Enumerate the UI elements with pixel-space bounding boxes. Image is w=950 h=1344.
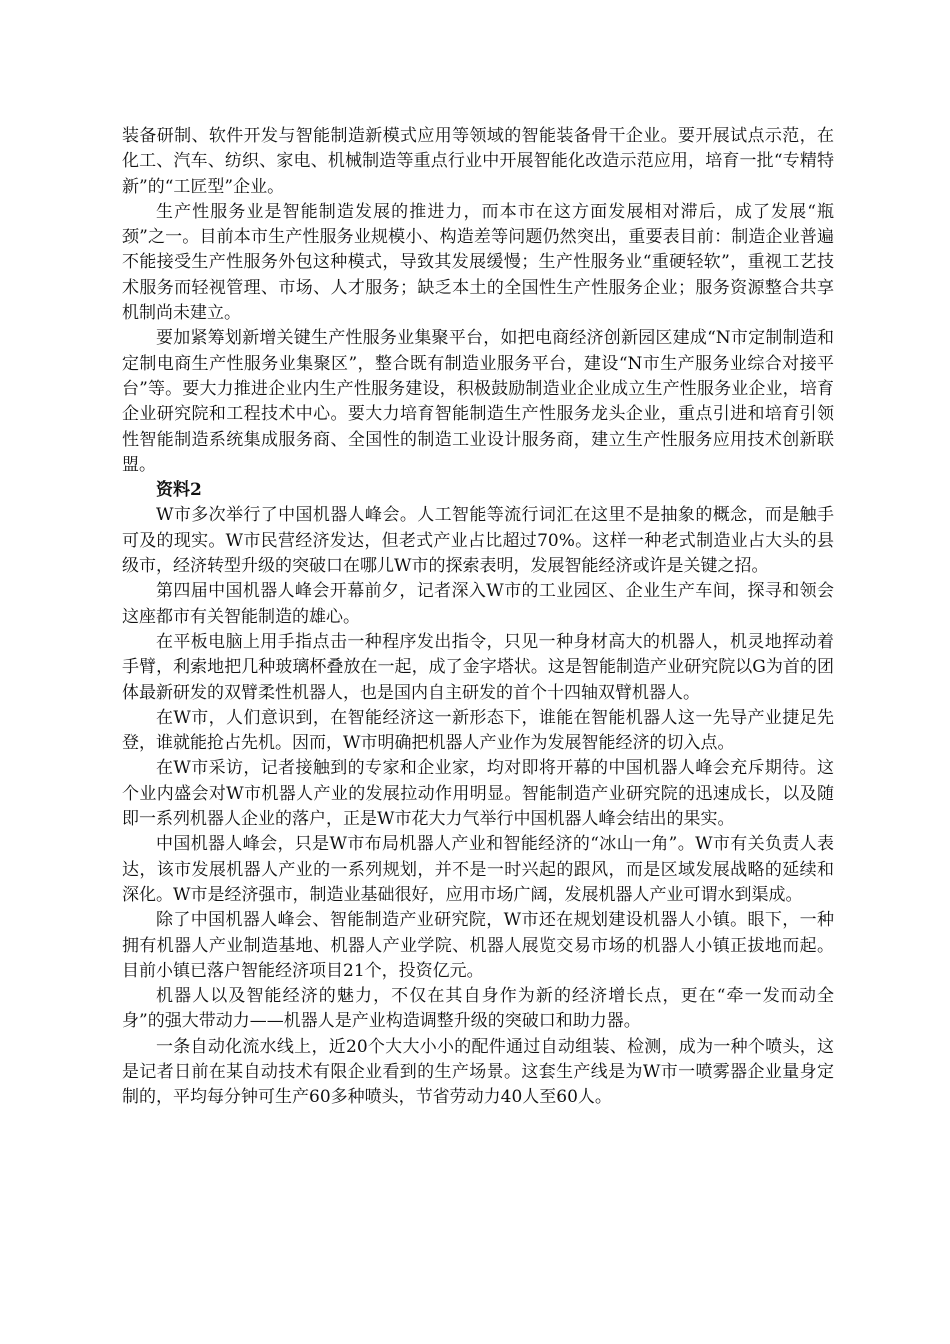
- paragraph-robot-charm: 机器人以及智能经济的魅力，不仅在其自身作为新的经济增长点，更在“牵一发而动全身”的强大带动力——机器人是产业构造调整升级的突破口和助力器。: [122, 986, 834, 1032]
- paragraph-robot-industry-entry: 在W市，人们意识到，在智能经济这一新形态下，谁能在智能机器人这一先导产业捷足先登，谁就能抢占先机。因而，W市明确把机器人产业作为发展智能经济的切入点。: [122, 707, 834, 754]
- paragraph-continued: 装备研制、软件开发与智能制造新模式应用等领域的智能装备骨干企业。要开展试点示范，在化工、汽车、纺织、家电、机械制造等重点行业中开展智能化改造示范应用，培育一批“专精特新”的“工匠型”企业。: [122, 126, 834, 197]
- document-body: [122, 124, 834, 1111]
- paragraph-producer-services: 生产性服务业是智能制造发展的推进力，而本市在这方面发展相对滞后，成了发展“瓶颈”之一。目前本市生产性服务业规模小、构造差等问题仍然突出，重要表目前：制造企业普遍不能接受生产性服务外包这种模式，导致其发展缓慢；生产性服务业“重硬轻软”，重视工艺技术服务而轻视管理、市场、人才服务；缺乏本土的全国性生产性服务企业；服务资源整合共享机制尚未建立。: [122, 201, 834, 324]
- section-heading: 资料2: [156, 480, 202, 501]
- paragraph-iceberg-tip: 中国机器人峰会，只是W市布局机器人产业和智能经济的“冰山一角”。W市有关负责人表达，该市发展机器人产业的一系列规划，并不是一时兴起的跟风，而是区域发展战略的延续和深化。W市是经济强市，制造业基础很好，应用市场广阔，发展机器人产业可谓水到渠成。: [122, 834, 834, 905]
- paragraph-dual-arm-robot: 在平板电脑上用手指点击一种程序发出指令，只见一种身材高大的机器人，机灵地挥动着手臂，利索地把几种玻璃杯叠放在一起，成了金字塔状。这是智能制造产业研究院以G为首的团体最新研发的双臂柔性机器人，也是国内自主研发的首个十四轴双臂机器人。: [122, 631, 834, 703]
- paragraph-robot-town: 除了中国机器人峰会、智能制造产业研究院，W市还在规划建设机器人小镇。眼下，一种拥有机器人产业制造基地、机器人产业学院、机器人展览交易市场的机器人小镇正拔地而起。目前小镇已落户智能经济项目21个，投资亿元。: [122, 910, 834, 981]
- paragraph-production-line: 一条自动化流水线上，近20个大大小小的配件通过自动组装、检测，成为一种个喷头，这是记者日前在某自动技术有限企业看到的生产场景。这套生产线是为W市一喷雾器企业量身定制的，平均每分钟可生产60多种喷头，节省劳动力40人至60人。: [122, 1036, 834, 1108]
- paragraph-robot-summit: W市多次举行了中国机器人峰会。人工智能等流行词汇在这里不是抽象的概念，而是触手可及的现实。W市民营经济发达，但老式产业占比超过70%。这样一种老式制造业占大头的县级市，经济转型升级的突破口在哪儿W市的探索表明，发展智能经济或许是关键之招。: [122, 505, 834, 577]
- paragraph-reporter-visit: 第四届中国机器人峰会开幕前夕，记者深入W市的工业园区、企业生产车间，探寻和领会这座都市有关智能制造的雄心。: [122, 581, 834, 627]
- paragraph-platform-planning: 要加紧筹划新增关键生产性服务业集聚平台，如把电商经济创新园区建成“N市定制制造和定制电商生产性服务业集聚区”，整合既有制造业服务平台，建设“N市生产服务业综合对接平台”等。要大力推进企业内生产性服务建设，积极鼓励制造业企业成立生产性服务业企业，培育企业研究院和工程技术中心。要大力培育智能制造生产性服务龙头企业，重点引进和培育引领性智能制造系统集成服务商、全国性的制造工业设计服务商，建立生产性服务应用技术创新联盟。: [122, 328, 834, 475]
- paragraph-expert-expectations: 在W市采访，记者接触到的专家和企业家，均对即将开幕的中国机器人峰会充斥期待。这个业内盛会对W市机器人产业的发展拉动作用明显。智能制造产业研究院的迅速成长，以及随即一系列机器人企业的落户，正是W市花大力气举行中国机器人峰会结出的果实。: [122, 758, 834, 830]
